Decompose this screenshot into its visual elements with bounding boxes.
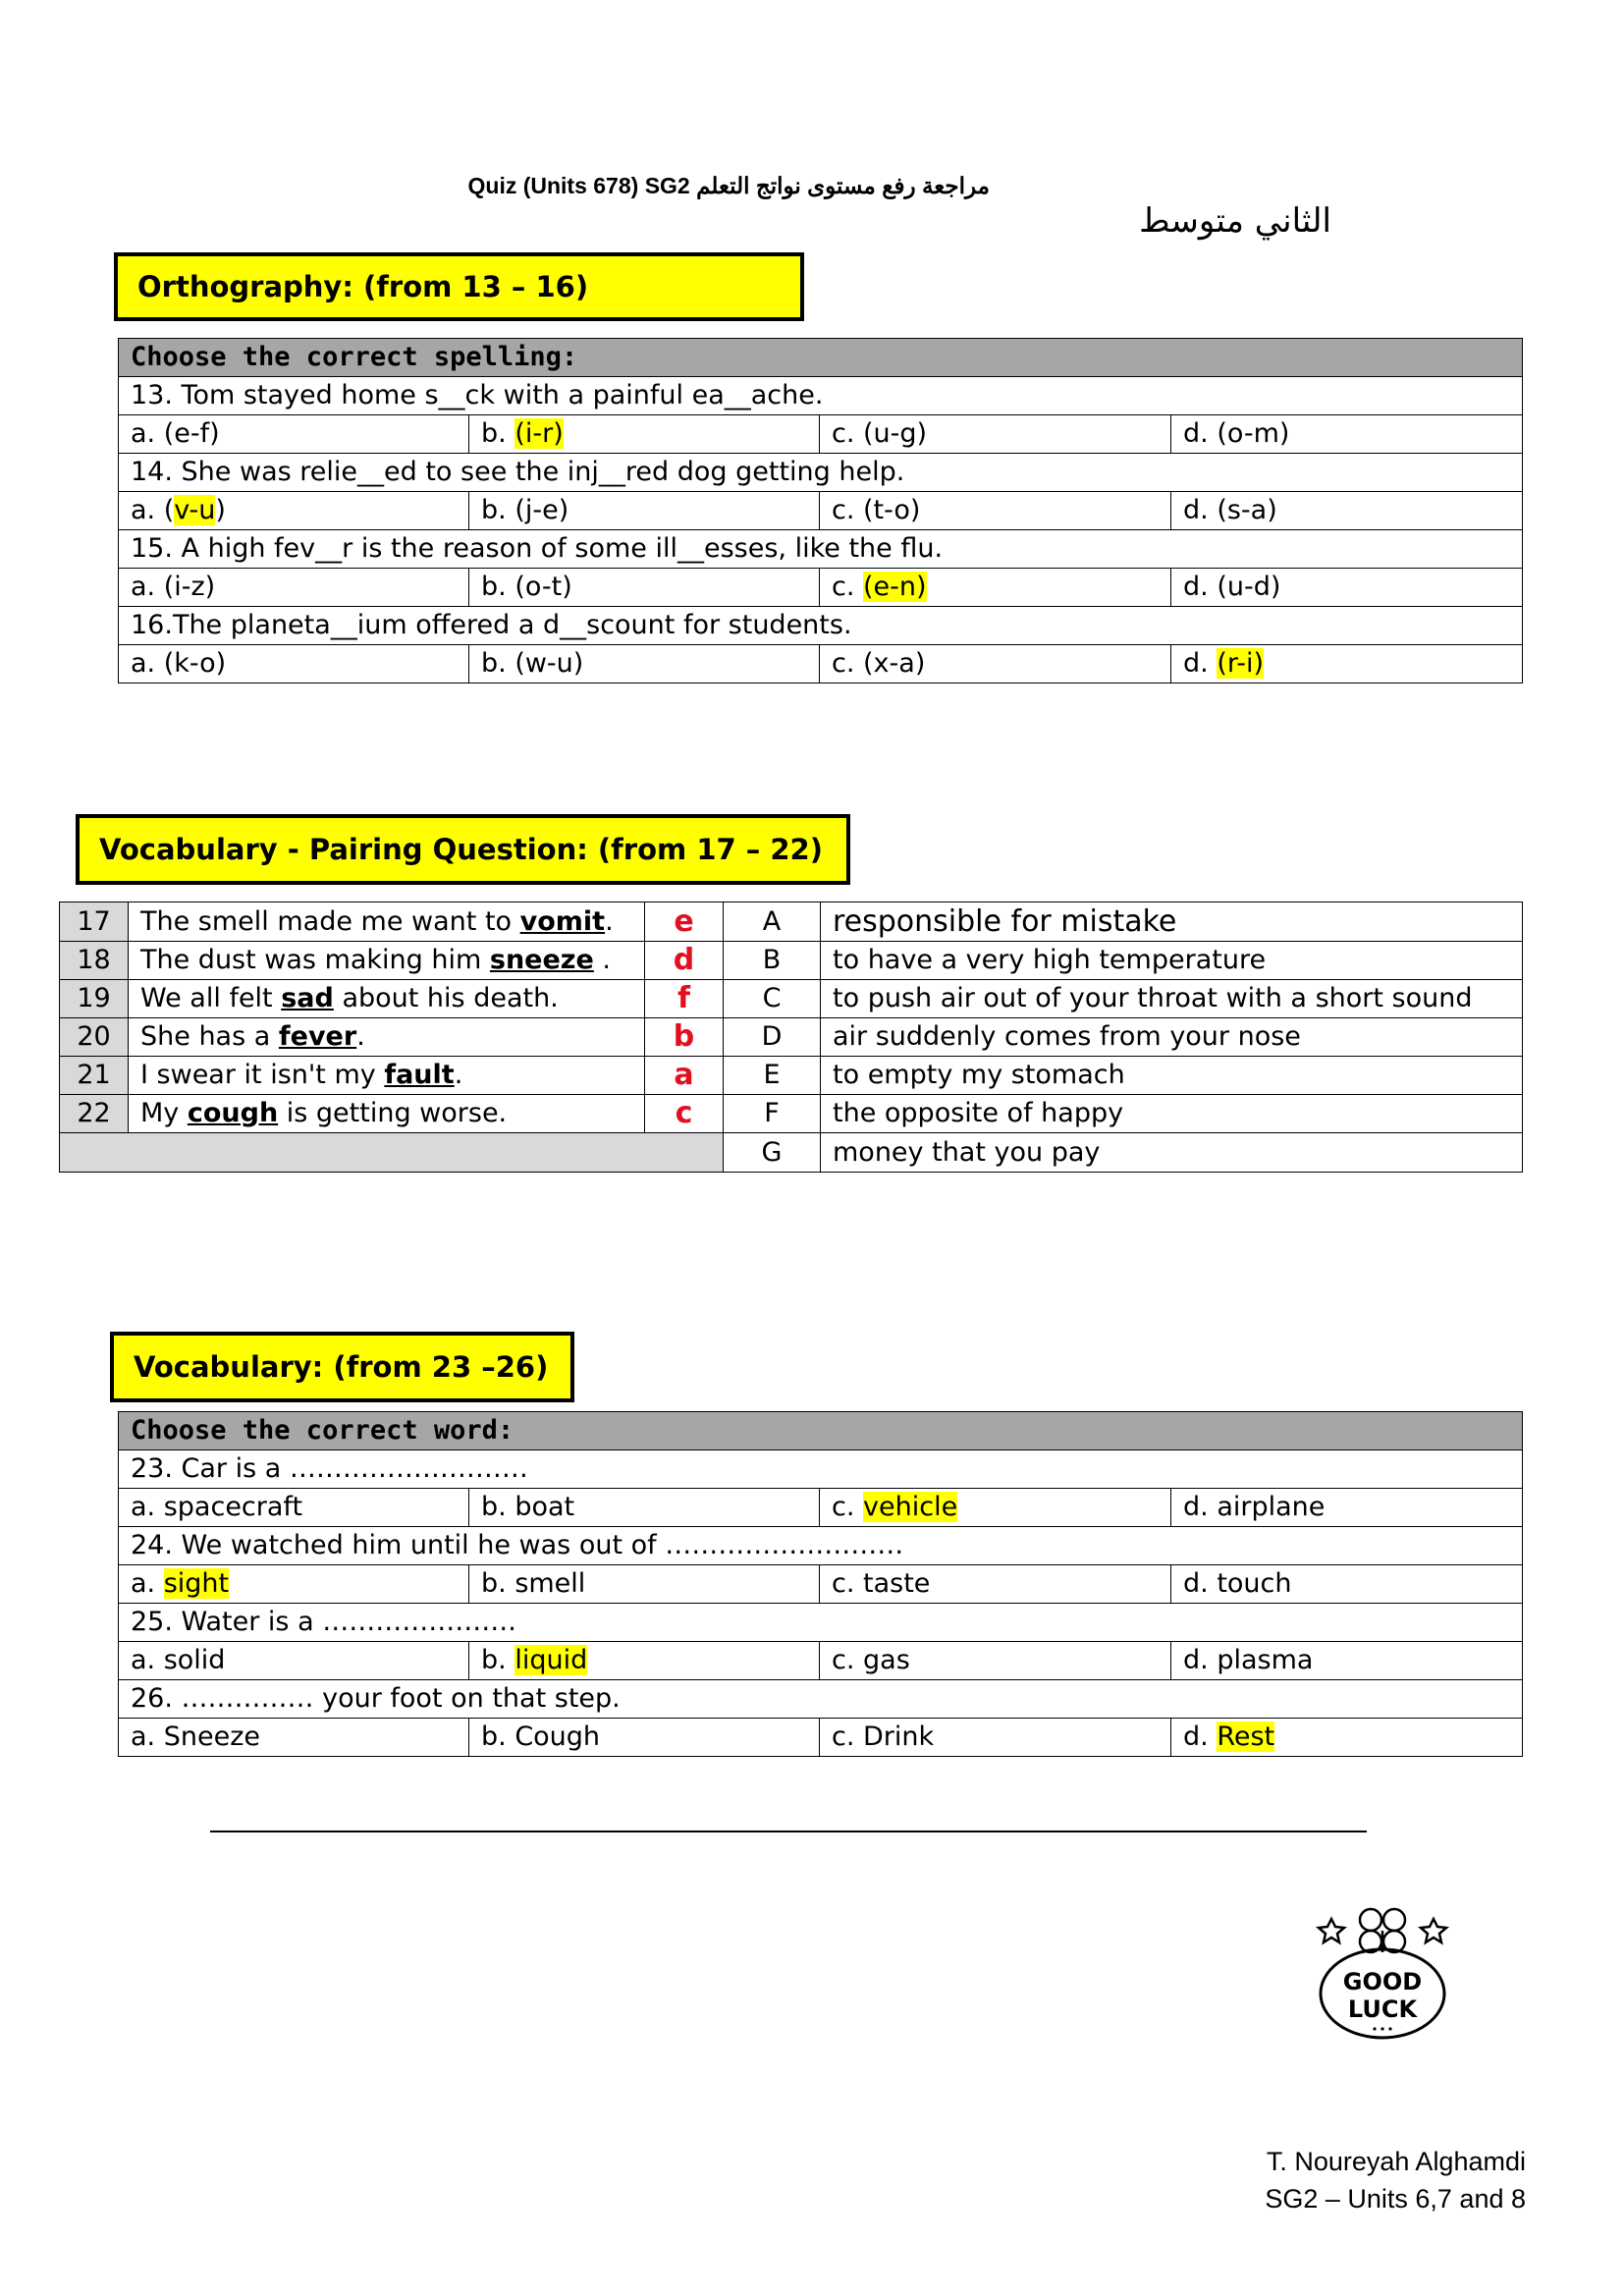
question-number: 14. — [131, 457, 173, 487]
option-a[interactable] — [119, 1642, 469, 1680]
question-number: 25. — [131, 1607, 173, 1637]
option-b[interactable] — [469, 645, 820, 683]
option-value: (x-a) — [863, 648, 926, 679]
option-value: (u-g) — [863, 418, 928, 449]
option-d[interactable] — [1171, 1719, 1523, 1757]
sentence-after: . — [356, 1021, 365, 1052]
pairing-row — [60, 980, 1523, 1018]
option-d[interactable] — [1171, 1565, 1523, 1604]
option-prefix: a. — [131, 572, 164, 602]
spelling-question-row — [119, 377, 1523, 415]
option-b[interactable] — [469, 492, 820, 530]
definition-text: money that you pay — [821, 1133, 1523, 1173]
question-number: 26. — [131, 1683, 173, 1714]
vocab-question-row — [119, 1604, 1523, 1642]
option-prefix: c. — [832, 1645, 864, 1675]
question-number: 16. — [131, 610, 173, 640]
sentence-after: . — [454, 1060, 463, 1090]
correct-answer-highlight: sight — [163, 1568, 230, 1599]
correct-answer-highlight: v-u — [174, 495, 216, 525]
option-prefix: d. — [1183, 1645, 1218, 1675]
definition-text: responsible for mistake — [821, 902, 1523, 942]
option-prefix: b. — [481, 572, 515, 602]
option-value: Cough — [514, 1722, 601, 1752]
question-cell — [119, 530, 1523, 569]
course-label: SG2 – Units 6,7 and 8 — [1265, 2184, 1526, 2214]
option-a[interactable] — [119, 645, 469, 683]
option-prefix: c. — [832, 1722, 864, 1752]
option-prefix: a. ( — [131, 495, 175, 525]
option-prefix: d. — [1183, 418, 1218, 449]
option-c[interactable] — [820, 492, 1171, 530]
spelling-question-row — [119, 530, 1523, 569]
sentence-before: My — [140, 1098, 188, 1128]
question-cell — [119, 1604, 1523, 1642]
option-prefix: b. — [481, 1568, 515, 1599]
correct-answer-highlight: liquid — [514, 1645, 588, 1675]
option-a[interactable] — [119, 492, 469, 530]
pair-number: 20 — [60, 1018, 129, 1057]
pair-answer[interactable]: e — [645, 902, 724, 942]
option-prefix: b. — [481, 648, 515, 679]
question-text: Car is a ……………………… — [172, 1453, 528, 1484]
option-prefix: a. — [131, 1568, 164, 1599]
definition-letter: C — [724, 980, 821, 1018]
pair-sentence — [129, 1095, 645, 1133]
luck-text: LUCK — [1347, 1995, 1418, 2023]
option-value: Drink — [863, 1722, 935, 1752]
vocab-question-row — [119, 1527, 1523, 1565]
option-prefix: a. — [131, 418, 164, 449]
option-prefix: b. — [481, 495, 515, 525]
option-c[interactable] — [820, 569, 1171, 607]
option-b[interactable] — [469, 1489, 820, 1527]
pairing-row — [60, 1057, 1523, 1095]
option-value: taste — [863, 1568, 931, 1599]
question-number: 15. — [131, 533, 173, 564]
pair-answer[interactable]: d — [645, 942, 724, 980]
sentence-keyword: sad — [281, 983, 334, 1013]
option-prefix: b. — [481, 1722, 515, 1752]
question-cell — [119, 607, 1523, 645]
option-prefix: a. — [131, 1722, 164, 1752]
option-d[interactable] — [1171, 1489, 1523, 1527]
option-value: Sneeze — [163, 1722, 260, 1752]
option-prefix: d. — [1183, 572, 1218, 602]
pairing-row — [60, 1095, 1523, 1133]
question-cell — [119, 1450, 1523, 1489]
option-prefix: c. — [832, 1568, 864, 1599]
vocabulary-section-title: Vocabulary: (from 23 –26) — [110, 1332, 574, 1402]
spelling-options-row — [119, 645, 1523, 683]
spelling-question-row — [119, 607, 1523, 645]
option-b[interactable] — [469, 1642, 820, 1680]
sentence-before: We all felt — [140, 983, 282, 1013]
option-value: spacecraft — [163, 1492, 303, 1522]
option-b[interactable] — [469, 1565, 820, 1604]
divider-line — [210, 1831, 1367, 1832]
question-cell — [119, 1527, 1523, 1565]
option-value: solid — [163, 1645, 226, 1675]
sentence-before: The dust was making him — [140, 945, 490, 975]
option-prefix: b. — [481, 1645, 515, 1675]
pair-answer[interactable]: f — [645, 980, 724, 1018]
vocab-options-row — [119, 1565, 1523, 1604]
option-prefix: c. — [832, 418, 864, 449]
instruction-text: Choose the correct word: — [119, 1412, 1523, 1450]
option-value: (e-f) — [163, 418, 220, 449]
vocab-question-row — [119, 1680, 1523, 1719]
sentence-after: . — [593, 945, 612, 975]
option-value: gas — [863, 1645, 910, 1675]
question-cell — [119, 454, 1523, 492]
pairing-row — [60, 942, 1523, 980]
option-value: (o-t) — [514, 572, 572, 602]
option-c[interactable] — [820, 1489, 1171, 1527]
option-a[interactable] — [119, 415, 469, 454]
option-prefix: a. — [131, 1645, 164, 1675]
option-prefix: d. — [1183, 1722, 1218, 1752]
option-prefix: d. — [1183, 648, 1218, 679]
orthography-section-title: Orthography: (from 13 – 16) — [114, 252, 804, 321]
option-value: (j-e) — [514, 495, 569, 525]
question-number: 13. — [131, 380, 173, 410]
definition-letter: D — [724, 1018, 821, 1057]
clover-badge-icon — [1304, 1895, 1461, 2043]
quiz-title: مراجعة رفع مستوى نواتج التعلم Quiz (Units 678) SG2 — [467, 173, 990, 198]
option-value: (w-u) — [514, 648, 584, 679]
option-d[interactable] — [1171, 415, 1523, 454]
spelling-options-row — [119, 569, 1523, 607]
vocab-options-row — [119, 1719, 1523, 1757]
pair-answer[interactable]: a — [645, 1057, 724, 1095]
pairing-extra-row — [60, 1133, 1523, 1173]
question-text: Water is a …………………. — [172, 1607, 516, 1637]
option-prefix: b. — [481, 418, 515, 449]
option-prefix: c. — [832, 648, 864, 679]
definition-letter: G — [724, 1133, 821, 1173]
option-prefix: d. — [1183, 495, 1218, 525]
question-number: 23. — [131, 1453, 173, 1484]
option-prefix: d. — [1183, 1492, 1218, 1522]
instruction-row — [119, 1412, 1523, 1450]
option-value: boat — [514, 1492, 575, 1522]
correct-answer-highlight: (e-n) — [863, 572, 927, 602]
correct-answer-highlight: vehicle — [863, 1492, 958, 1522]
good-text: GOOD — [1342, 1968, 1423, 1995]
vocab-question-row — [119, 1450, 1523, 1489]
option-prefix: a. — [131, 1492, 164, 1522]
question-cell — [119, 1680, 1523, 1719]
option-value: plasma — [1217, 1645, 1314, 1675]
sentence-keyword: fault — [384, 1060, 455, 1090]
sentence-keyword: fever — [278, 1021, 357, 1052]
pair-number: 21 — [60, 1057, 129, 1095]
teacher-name: T. Noureyah Alghamdi — [1266, 2147, 1526, 2176]
instruction-row — [119, 339, 1523, 377]
spelling-question-row — [119, 454, 1523, 492]
question-text: We watched him until he was out of ……………………… — [172, 1530, 904, 1560]
orthography-table — [118, 338, 1523, 683]
pairing-table — [59, 902, 1523, 1173]
definition-text: to have a very high temperature — [821, 942, 1523, 980]
option-prefix: a. — [131, 648, 164, 679]
instruction-text: Choose the correct spelling: — [119, 339, 1523, 377]
correct-answer-highlight: Rest — [1217, 1722, 1275, 1752]
option-c[interactable] — [820, 645, 1171, 683]
pair-answer[interactable]: b — [645, 1018, 724, 1057]
option-a[interactable] — [119, 569, 469, 607]
sentence-after: . — [605, 905, 614, 937]
sentence-keyword: cough — [187, 1098, 279, 1128]
option-value: touch — [1217, 1568, 1292, 1599]
option-d[interactable] — [1171, 492, 1523, 530]
pairing-section-title: Vocabulary - Pairing Question: (from 17 – 22) — [76, 814, 850, 885]
pair-sentence — [129, 980, 645, 1018]
option-d[interactable] — [1171, 569, 1523, 607]
pairing-row — [60, 902, 1523, 942]
pair-number: 22 — [60, 1095, 129, 1133]
option-a[interactable] — [119, 1489, 469, 1527]
pair-number: 18 — [60, 942, 129, 980]
option-d[interactable] — [1171, 1642, 1523, 1680]
option-prefix: c. — [832, 495, 864, 525]
definition-letter: F — [724, 1095, 821, 1133]
empty-gray-cell — [60, 1133, 724, 1173]
option-prefix: b. — [481, 1492, 515, 1522]
option-b[interactable] — [469, 415, 820, 454]
option-value: smell — [514, 1568, 586, 1599]
pair-answer[interactable]: c — [645, 1095, 724, 1133]
sentence-keyword: sneeze — [489, 945, 594, 975]
sentence-after: is getting worse. — [278, 1098, 508, 1128]
definition-text: the opposite of happy — [821, 1095, 1523, 1133]
sentence-before: The smell made me want to — [140, 905, 520, 937]
option-value: (u-d) — [1217, 572, 1281, 602]
vocabulary-table — [118, 1411, 1523, 1757]
option-prefix: c. — [832, 572, 864, 602]
sentence-after: about his death. — [333, 983, 559, 1013]
pair-number: 17 — [60, 902, 129, 942]
question-cell — [119, 377, 1523, 415]
pair-sentence — [129, 902, 645, 942]
option-value: (s-a) — [1217, 495, 1277, 525]
sentence-keyword: vomit — [519, 905, 606, 937]
question-text: The planeta__ium offered a d__scount for students. — [172, 610, 852, 640]
option-value: (o-m) — [1217, 418, 1290, 449]
definition-letter: E — [724, 1057, 821, 1095]
spelling-options-row — [119, 415, 1523, 454]
definition-letter: A — [724, 902, 821, 942]
sentence-before: I swear it isn't my — [140, 1060, 385, 1090]
question-text: A high fev__r is the reason of some ill__esses, like the flu. — [172, 533, 944, 564]
option-suffix: ) — [215, 495, 226, 525]
option-prefix: c. — [832, 1492, 864, 1522]
grade-label: الثاني متوسط — [1139, 201, 1331, 241]
option-c[interactable] — [820, 1719, 1171, 1757]
question-text: …………… your foot on that step. — [172, 1683, 621, 1714]
vocab-options-row — [119, 1642, 1523, 1680]
definition-text: to push air out of your throat with a short sound — [821, 980, 1523, 1018]
option-a[interactable] — [119, 1719, 469, 1757]
option-value: (t-o) — [863, 495, 921, 525]
option-value: airplane — [1217, 1492, 1326, 1522]
pair-sentence — [129, 1018, 645, 1057]
option-b[interactable] — [469, 1719, 820, 1757]
vocab-options-row — [119, 1489, 1523, 1527]
option-b[interactable] — [469, 569, 820, 607]
question-text: Tom stayed home s__ck with a painful ea__ache. — [172, 380, 824, 410]
pairing-row — [60, 1018, 1523, 1057]
pair-sentence — [129, 942, 645, 980]
question-number: 24. — [131, 1530, 173, 1560]
option-c[interactable] — [820, 415, 1171, 454]
pair-sentence — [129, 1057, 645, 1095]
definition-text: air suddenly comes from your nose — [821, 1018, 1523, 1057]
option-value: (k-o) — [163, 648, 227, 679]
option-d[interactable] — [1171, 645, 1523, 683]
question-text: She was relie__ed to see the inj__red dog getting help. — [172, 457, 905, 487]
definition-letter: B — [724, 942, 821, 980]
option-value: (i-z) — [163, 572, 216, 602]
correct-answer-highlight: (r-i) — [1217, 648, 1264, 679]
spelling-options-row — [119, 492, 1523, 530]
pair-number: 19 — [60, 980, 129, 1018]
option-c[interactable] — [820, 1642, 1171, 1680]
definition-text: to empty my stomach — [821, 1057, 1523, 1095]
correct-answer-highlight: (i-r) — [514, 418, 564, 449]
sentence-before: She has a — [140, 1021, 279, 1052]
option-prefix: d. — [1183, 1568, 1218, 1599]
option-c[interactable] — [820, 1565, 1171, 1604]
option-a[interactable] — [119, 1565, 469, 1604]
